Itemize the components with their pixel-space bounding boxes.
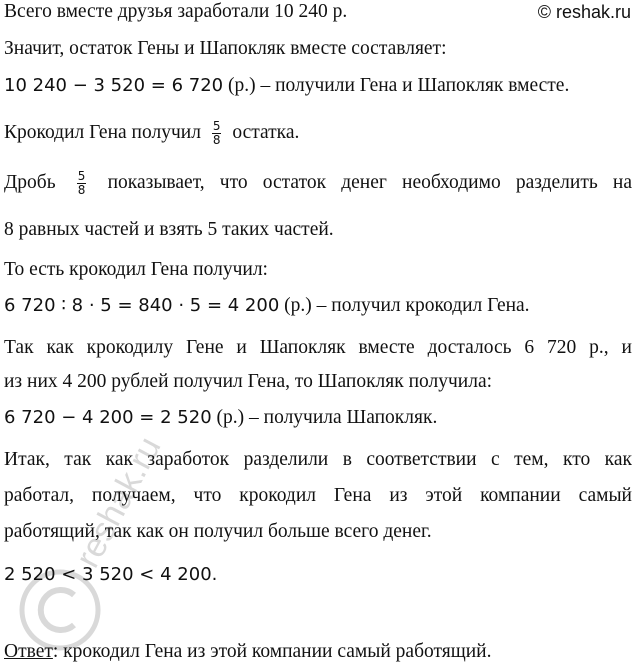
fraction-numerator: 5 bbox=[212, 119, 221, 133]
fraction-numerator: 5 bbox=[77, 169, 86, 183]
fraction-explanation-line bbox=[4, 170, 632, 197]
gena-equation: 6 720 ∶ 8 ⋅ 5 = 840 ⋅ 5 = 4 200 bbox=[4, 295, 280, 316]
conclusion-line-3: работящий, так как он получил больше всего денег. bbox=[4, 521, 432, 542]
answer-text: : крокодил Гена из этой компании самый работящий. bbox=[52, 641, 492, 662]
remainder-intro: Значит, остаток Гены и Шапокляк вместе составляет: bbox=[4, 38, 447, 59]
intro-line: Всего вместе друзья заработали 10 240 р. bbox=[4, 1, 348, 22]
comparison-inequality: 2 520 < 3 520 < 4 200. bbox=[4, 564, 218, 585]
parts-line: 8 равных частей и взять 5 таких частей. bbox=[4, 219, 334, 240]
fraction-five-eighths-2 bbox=[77, 170, 87, 197]
fraction-denominator: 8 bbox=[212, 133, 221, 147]
gena-calc-line bbox=[4, 294, 530, 318]
copyright-notice[interactable]: © reshak.ru bbox=[537, 2, 631, 22]
remainder-calc-line bbox=[4, 74, 569, 98]
shapoklyak-reason-line-1: Так как крокодилу Гене и Шапокляк вместе досталось 6 720 р., и bbox=[4, 337, 632, 358]
conclusion-line-2: работал, получаем, что крокодил Гена из этой компании самый bbox=[4, 485, 632, 506]
fraction-denominator: 8 bbox=[77, 183, 86, 197]
answer-line bbox=[4, 640, 491, 664]
remainder-result-text: (р.) – получили Гена и Шапокляк вместе. bbox=[223, 75, 570, 96]
gena-share-text: Крокодил Гена получил bbox=[4, 121, 201, 143]
gena-received-intro: То есть крокодил Гена получил: bbox=[4, 259, 268, 280]
watermark-text: reshak.ru bbox=[68, 430, 169, 574]
answer-label: Ответ bbox=[4, 641, 53, 662]
gena-result-text: (р.) – получил крокодил Гена. bbox=[279, 295, 530, 316]
shapoklyak-calc-line bbox=[4, 406, 437, 430]
gena-share-after: остатка. bbox=[232, 121, 300, 143]
fraction-five-eighths bbox=[212, 120, 222, 147]
shapoklyak-result-text: (р.) – получила Шапокляк. bbox=[211, 407, 438, 428]
fraction-label: Дробь bbox=[4, 171, 56, 193]
fraction-explanation-text: показывает, что остаток денег необходимо разделить на bbox=[107, 171, 633, 193]
shapoklyak-reason-line-2: из них 4 200 рублей получил Гена, то Шапокляк получила: bbox=[4, 371, 493, 392]
shapoklyak-equation: 6 720 − 4 200 = 2 520 bbox=[4, 407, 212, 428]
conclusion-line-1: Итак, так как заработок разделили в соответствии с тем, кто как bbox=[4, 449, 632, 470]
gena-share-line bbox=[4, 120, 299, 147]
remainder-equation: 10 240 − 3 520 = 6 720 bbox=[4, 75, 224, 96]
